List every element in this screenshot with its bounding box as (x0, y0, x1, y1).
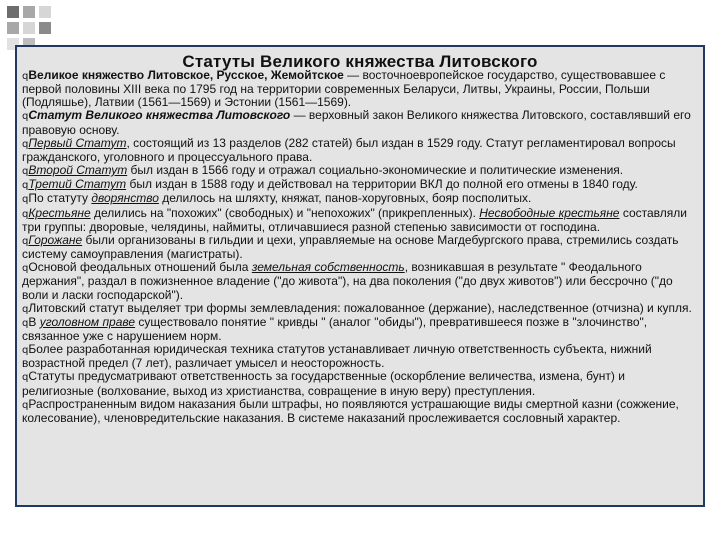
decor-square (7, 6, 19, 18)
paragraph-text: , состоящий из 13 разделов (282 статей) был издан в 1529 году. Статут регламентировал вопросы гражданского, уголовного и процессуального права. (22, 135, 676, 164)
paragraph-text: Литовский статут выделяет три формы землевладения: пожалованное (держание), наследственное (отчизна) и купля. (28, 300, 692, 315)
paragraph-text: Великое княжество Литовское, Русское, Жемойтское (28, 68, 344, 82)
bullet-icon: q (22, 71, 29, 82)
bullet-icon: q (22, 317, 29, 329)
paragraph (22, 137, 698, 164)
paragraph-text: По статуту (28, 191, 92, 206)
paragraph (22, 343, 698, 370)
paragraph (22, 69, 698, 109)
paragraph-text: был издан в 1588 году и действовал на территории ВКЛ до полной его отмены в 1840 году. (126, 177, 638, 192)
bullet-icon: q (22, 399, 29, 411)
paragraph-text: дворянство (91, 191, 159, 206)
paragraph (22, 164, 698, 178)
paragraph (22, 192, 698, 206)
paragraph-text: Основой феодальных отношений была (28, 260, 252, 275)
paragraph-text: — верховный закон Великого княжества Литовского, составлявший его правовую основу. (22, 108, 691, 137)
paragraph-text: уголовном праве (39, 314, 136, 329)
paragraph-text: В (28, 314, 40, 329)
text-body (22, 69, 698, 425)
bullet-icon: q (22, 208, 29, 220)
paragraph-text: Третий Статут (28, 177, 127, 192)
paragraph-text: существовало понятие " кривды " (аналог "обиды"), превратившееся позже в "злочинство", связанное уже с нарушением норм. (22, 314, 648, 343)
bullet-icon: q (22, 372, 29, 384)
page-title: Статуты Великого княжества Литовского (182, 52, 538, 71)
paragraph (22, 261, 698, 301)
decor-square (39, 22, 51, 34)
paragraph (22, 302, 698, 316)
paragraph (22, 207, 698, 234)
paragraph (22, 234, 698, 261)
paragraph-text: Распространенным видом наказания были штрафы, но появляются устрашающие виды смертной казни (сожжение, колесование), членовредительские наказания. В системе наказаний прослеживается сословный характер. (22, 396, 679, 425)
bullet-icon: q (22, 235, 29, 247)
paragraph-text: делились на "похожих" (свободных) и "непохожих" (прикрепленных). (90, 205, 480, 220)
bullet-icon: q (22, 194, 29, 206)
bullet-icon: q (22, 138, 29, 150)
paragraph-text: , возникавшая в результате " Феодального держания", раздал в пожизненное владение ("до живота"), на два поколения ("до двух животов") или бессрочно ("до воли и ласки господарской"). (22, 260, 673, 302)
paragraph (22, 109, 698, 136)
paragraph-text: Горожане (28, 232, 83, 247)
paragraph (22, 316, 698, 343)
paragraph-text: Второй Статут (28, 163, 128, 178)
decor-square (23, 6, 35, 18)
paragraph-text: составляли три группы: дворовые, челядины, наймиты, отличавшиеся разной степенью зависимости от господина. (22, 205, 687, 234)
paragraph-text: Статуты предусматривают ответственность за государственные (оскорбление величества, измена, бунт) и религиозные (волхование, выход из христианства, совращение в иную веру) преступления. (22, 369, 625, 398)
decor-square (7, 22, 19, 34)
decor-square (39, 6, 51, 18)
paragraph-text: — восточноевропейское государство, существовавшее с первой половины XIII века по 1795 год на территории современных Беларуси, Литвы, Украины, России, Польши (Подляшье), Латвии (1561—1569) и Эстонии (1561—1569). (22, 68, 666, 110)
paragraph-text: делилось на шляхту, княжат, панов-хоруговных, бояр посполитых. (158, 191, 532, 206)
bullet-icon: q (22, 180, 29, 192)
paragraph-text: земельная собственность (251, 260, 405, 275)
bullet-icon: q (22, 166, 29, 178)
paragraph (22, 370, 698, 397)
paragraph (22, 398, 698, 425)
paragraph-text: Крестьяне (28, 205, 91, 220)
bullet-icon: q (22, 111, 29, 123)
bullet-icon: q (22, 263, 29, 275)
paragraph-text: Первый Статут (28, 135, 127, 150)
decor-square (23, 22, 35, 34)
paragraph-text: были организованы в гильдии и цехи, управляемые на основе Магдебургского права, стремились создать систему самоуправления (магистраты). (22, 232, 679, 262)
paragraph-text: был издан в 1566 году и отражал социально-экономические и политические изменения. (127, 163, 624, 178)
paragraph (22, 178, 698, 192)
paragraph-text: Более разработанная юридическая техника статутов устанавливает личную ответственность субъекта, нижний возрастной предел (7 лет), различает умысел и неосторожность. (22, 342, 652, 371)
bullet-icon: q (22, 345, 29, 357)
paragraph-text: Несвободные крестьяне (479, 205, 620, 220)
paragraph-text: Статут Великого княжества Литовского (28, 108, 291, 123)
bullet-icon: q (22, 303, 29, 315)
